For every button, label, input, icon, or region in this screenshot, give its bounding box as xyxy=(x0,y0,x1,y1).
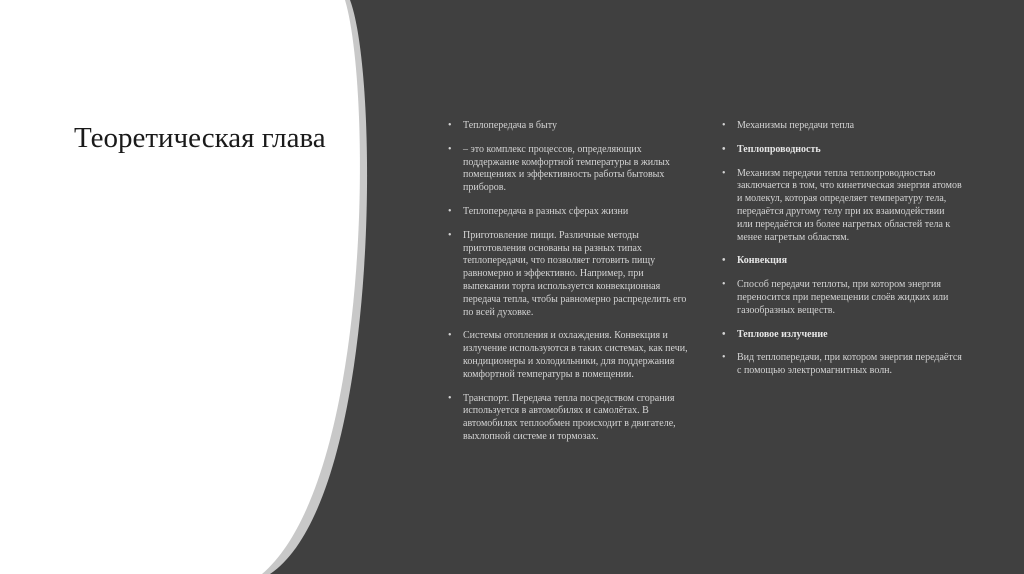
bullet-item xyxy=(722,255,962,268)
bullet-dot-icon: • xyxy=(448,143,452,155)
bullet-dot-icon: • xyxy=(448,229,452,241)
bullet-item xyxy=(448,206,688,219)
bullet-dot-icon: • xyxy=(722,120,726,131)
bullet-dot-icon: • xyxy=(722,143,726,155)
bullet-dot-icon: • xyxy=(722,352,726,364)
bullet-item xyxy=(722,352,962,378)
bullet-text: – это комплекс процессов, определяющих поддержание комфортной температуры в жилых помещениях и эффективность работы бытовых приборов. xyxy=(463,143,670,194)
bullet-item xyxy=(722,168,962,245)
bullet-item xyxy=(722,120,962,133)
bullet-text: Механизм передачи тепла теплопроводностью заключается в том, что кинетическая энергия атомов и молекул, которая определяет температуру тела, передаётся другому телу при их взаимодействии или передаётся из более нагретых областей тела к менее нагретым областям. xyxy=(737,167,962,243)
bullet-text: Транспорт. Передача тепла посредством сгорания используется в автомобилях и самолётах. В автомобилях теплообмен происходит в двигателе, выхлопной системе и тормозах. xyxy=(463,392,676,442)
bullet-dot-icon: • xyxy=(722,328,726,340)
bullet-dot-icon: • xyxy=(722,255,726,267)
bullet-item xyxy=(448,230,688,320)
bullet-text: Теплопередача в быту xyxy=(463,120,557,131)
bullet-text: Конвекция xyxy=(737,255,788,267)
bullet-dot-icon: • xyxy=(722,167,726,179)
bullet-item xyxy=(722,279,962,317)
bullet-text: Теплопроводность xyxy=(737,143,821,155)
bullet-text: Механизмы передачи тепла xyxy=(737,120,855,131)
bullet-text: Тепловое излучение xyxy=(737,328,828,340)
bullet-dot-icon: • xyxy=(722,279,726,291)
bullet-item xyxy=(448,393,688,444)
bullet-dot-icon: • xyxy=(448,392,452,404)
slide-title: Теоретическая глава xyxy=(74,122,326,154)
bullet-text: Системы отопления и охлаждения. Конвекция и излучение используются в таких системах, как печи, кондиционеры и холодильники, для поддержания комфортной температуры в помещении. xyxy=(463,330,688,380)
bullet-dot-icon: • xyxy=(448,120,452,131)
bullet-item xyxy=(448,330,688,381)
bullet-text: Теплопередача в разных сферах жизни xyxy=(463,205,629,217)
bullet-item xyxy=(722,329,962,342)
left-bullet-list xyxy=(448,120,688,455)
right-bullet-list xyxy=(722,120,962,389)
bullet-dot-icon: • xyxy=(448,205,452,217)
bullet-dot-icon: • xyxy=(448,330,452,342)
bullet-text: Вид теплопередачи, при котором энергия передаётся с помощью электромагнитных волн. xyxy=(737,352,962,377)
bullet-item xyxy=(448,120,688,133)
bullet-item xyxy=(722,144,962,157)
bullet-text: Приготовление пищи. Различные методы приготовления основаны на разных типах теплопередачи, что позволяет готовить пищу равномерно и эффективно. Например, при выпекании торта используется конвекционная передача тепла, чтобы равномерно распределить его по всей духовке. xyxy=(463,229,687,318)
panel-fill xyxy=(0,0,360,574)
bullet-item xyxy=(448,144,688,195)
bullet-text: Способ передачи теплоты, при котором энергия переносится при перемещении слоёв жидких или газообразных веществ. xyxy=(737,279,949,316)
